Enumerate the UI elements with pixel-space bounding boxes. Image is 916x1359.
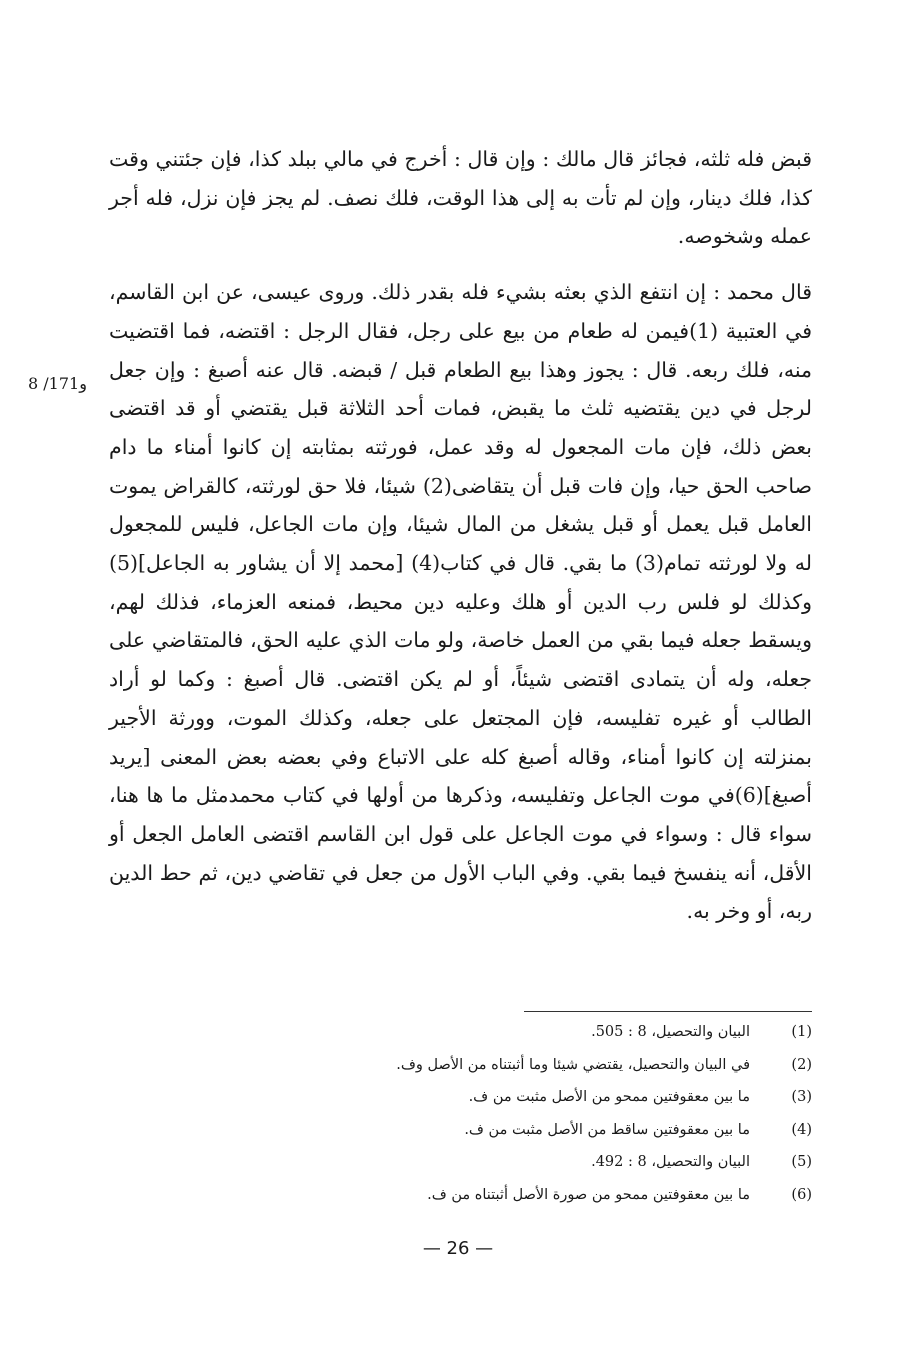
margin-folio-reference: 8 /171و [28,374,87,393]
footnote-item [109,1179,812,1212]
paragraph-2: قال محمد : إن انتفع الذي بعثه بشيء فله بقدر ذلك. وروى عيسى، عن ابن القاسم، في العتبية (1)فيمن له طعام من بيع على رجل، فقال الرجل : اقتضه، فما اقتضيت منه، فلك ربعه. قال : يجوز وهذا بيع الطعام قبل / قبضه. قال عنه أصبغ : وإن جعل لرجل في دين يقتضيه ثلث ما يقبض، فمات أحد الثلاثة قبل يقتضي أو قد اقتضى بعض ذلك، فإن مات المجعول له وقد عمل، فورثته بمثابته إن كانوا أمناء ما دام صاحب الحق حيا، وإن فات قبل أن يتقاضى(2) شيئا، فلا حق لورثته، كالقراض يموت العامل قبل يعمل أو قبل يشغل من المال شيئا، وإن مات الجاعل، فليس للمجعول له ولا لورثته تمام(3) ما بقي. قال في كتاب(4) [محمد إلا أن يشاور به الجاعل](5) وكذلك لو فلس رب الدين أو هلك وعليه دين محيط، فمنعه العزماء، فذلك لهم، ويسقط جعله فيما بقي من العمل خاصة، ولو مات الذي عليه الحق، فالمتقاضي على جعله، وله أن يتمادى اقتضى شيئاً، أو لم يكن اقتضى. قال أصبغ : وكما لو أراد الطالب أو غيره تفليسه، فإن المجتعل على جعله، وكذلك الموت، وورثة الأجير بمنزلته إن كانوا أمناء، وقاله أصبغ كله على الاتباع وفي بعضه بعض المعنى [يريد أصبغ](6)في موت الجاعل وتفليسه، وذكرها من أولها في كتاب محمدمثل ما ها هنا، سواء قال : وسواء في موت الجاعل على قول ابن القاسم اقتضى العامل الجعل أو الأقل، أنه ينفسخ فيما بقي. وفي الباب الأول من جعل في تقاضي دين، ثم حط الدين ربه، أو وخر به. [109,280,812,924]
footnote-text: ما بين معقوفتين ساقط من الأصل مثبت من ف. [464,1121,750,1138]
footnote-text: ما بين معقوفتين ممحو من صورة الأصل أثبتناه من ف. [427,1186,750,1203]
footnote-text: البيان والتحصيل، 8 : 492. [591,1154,750,1170]
main-text-body [109,140,812,931]
footnote-number: (2) [791,1056,812,1073]
footnote-number: (4) [791,1121,812,1138]
footnote-item [109,1016,812,1049]
footnotes-list [109,1016,812,1211]
footnote-text: البيان والتحصيل، 8 : 505. [591,1024,750,1040]
footnote-item [109,1081,812,1114]
footnote-item [109,1146,812,1179]
footnote-number: (1) [791,1024,812,1040]
footnote-item [109,1049,812,1082]
footnote-number: (5) [791,1154,812,1170]
page-number: — 26 — [422,1238,494,1259]
footnote-text: في البيان والتحصيل، يقتضي شيئا وما أثبتناه من الأصل وف. [396,1056,750,1073]
footnote-number: (3) [791,1089,812,1105]
footnote-separator [524,1011,812,1012]
footnote-number: (6) [791,1186,812,1203]
paragraph-spacer [109,256,812,273]
paragraph-1: قبض فله ثلثه، فجائز قال مالك : وإن قال : أخرج في مالي ببلد كذا، فإن جئتني وقت كذا، فلك دينار، وإن لم تأت به إلى هذا الوقت، فلك نصف. لم يجز فإن نزل، فله أجر عمله وشخوصه. [109,147,812,249]
footnote-text: ما بين معقوفتين ممحو من الأصل مثبت من ف. [468,1089,750,1105]
footnote-item [109,1114,812,1147]
